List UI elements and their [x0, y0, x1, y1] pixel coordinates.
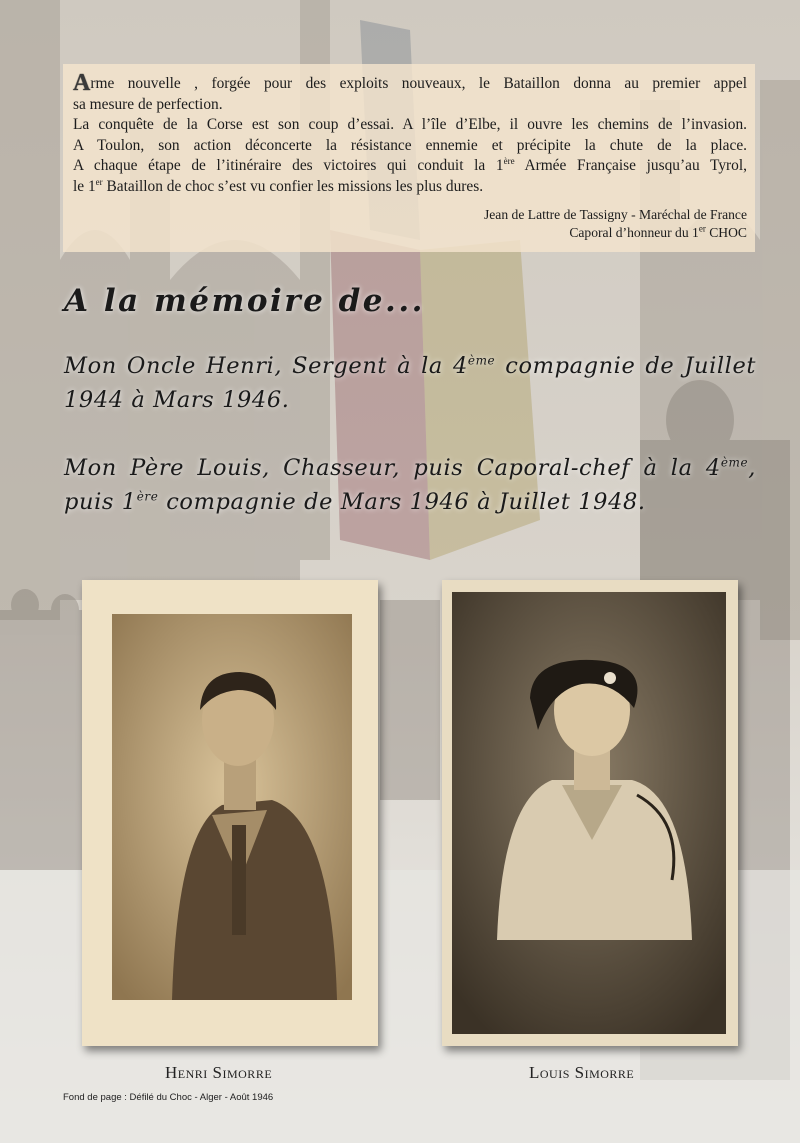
quote-box [63, 64, 755, 252]
quote-line-4: A Toulon, son action déconcerte la résistance ennemie et précipite la chute de la place. [73, 136, 747, 154]
quote-author: Jean de Lattre de Tassigny - Maréchal de France [483, 207, 747, 222]
quote-line-6: le 1er Bataillon de choc s’est vu confier les missions les plus dures. [73, 176, 484, 195]
quote-line-2: sa mesure de perfection. [73, 95, 223, 113]
memorial-henri: Mon Oncle Henri, Sergent à la 4ème compagnie de Juillet 1944 à Mars 1946. [64, 353, 757, 413]
background-credit: Fond de page : Défilé du Choc - Alger - Août 1946 [63, 1092, 274, 1103]
quote-signature [73, 206, 747, 241]
quote-line-5: A chaque étape de l’itinéraire des victoires qui conduit la 1ère Armée Française jusqu’au Tyrol, [73, 155, 748, 174]
quote-author-title: Caporal d’honneur du 1er CHOC [569, 222, 747, 240]
photo-louis [442, 580, 738, 1046]
quote-line-1: Arme nouvelle , forgée pour des exploits nouveaux, le Bataillon donna au premier appel [73, 70, 747, 96]
caption-henri: Henri Simorre [165, 1063, 273, 1082]
photo-henri [82, 580, 378, 1046]
drop-cap: A [73, 70, 91, 96]
caption-louis: Louis Simorre [529, 1063, 635, 1082]
page-title: A la mémoire de... [64, 283, 425, 319]
memorial-louis: Mon Père Louis, Chasseur, puis Caporal-chef à la 4ème, puis 1ère compagnie de Mars 1946 à Juillet 1948. [64, 455, 756, 515]
quote-line-3: La conquête de la Corse est son coup d’essai. A l’île d’Elbe, il ouvre les chemins de l’invasion. [73, 116, 747, 133]
